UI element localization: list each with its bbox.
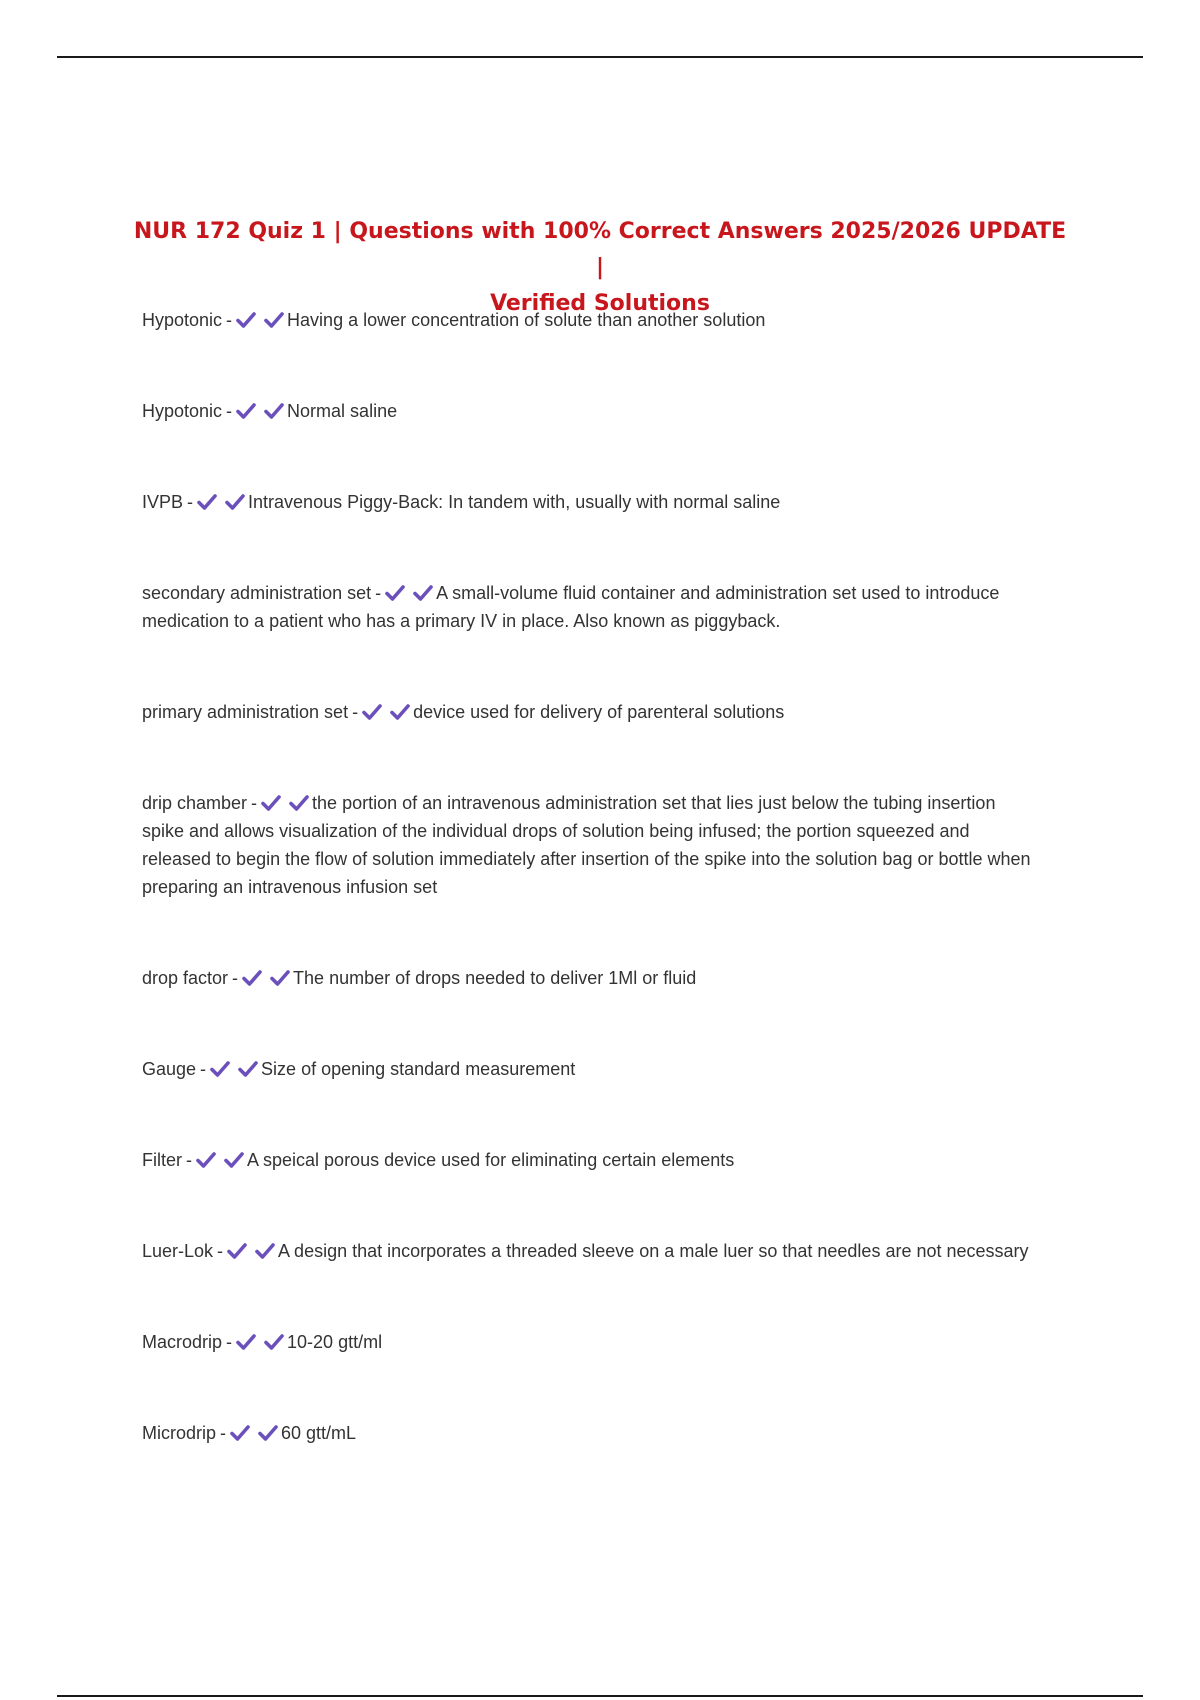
- checkmark-icon: [264, 311, 284, 329]
- checkmark-icon: [224, 1151, 244, 1169]
- list-item: [142, 1328, 1042, 1356]
- definition: A design that incorporates a threaded sleeve on a male luer so that needles are not necessary: [278, 1241, 1029, 1261]
- term-separator: -: [187, 492, 194, 512]
- term: Macrodrip: [142, 1332, 223, 1352]
- term: Hypotonic: [142, 310, 223, 330]
- checkmark-icon: [413, 584, 433, 602]
- top-rule: [57, 56, 1143, 58]
- term-definition-list: [142, 306, 1042, 1510]
- checkmark-icon: [264, 1333, 284, 1351]
- term-separator: -: [200, 1059, 207, 1079]
- list-item: [142, 1419, 1042, 1447]
- checkmark-icon: [264, 402, 284, 420]
- checkmark-icon: [270, 969, 290, 987]
- checkmark-icon: [261, 794, 281, 812]
- definition: Intravenous Piggy-Back: In tandem with, usually with normal saline: [248, 492, 781, 512]
- definition: A speical porous device used for eliminating certain elements: [247, 1150, 735, 1170]
- term-separator: -: [186, 1150, 192, 1170]
- term: Luer-Lok: [142, 1241, 214, 1261]
- checkmark-icon: [242, 969, 262, 987]
- bottom-rule: [57, 1695, 1143, 1697]
- definition: Normal saline: [287, 401, 398, 421]
- list-item: [142, 488, 1042, 516]
- term-separator: -: [251, 793, 258, 813]
- checkmark-icon: [225, 493, 245, 511]
- list-item: [142, 306, 1042, 334]
- term: Gauge: [142, 1059, 197, 1079]
- definition: Size of opening standard measurement: [261, 1059, 576, 1079]
- checkmark-icon: [196, 1151, 216, 1169]
- term: drip chamber: [142, 793, 248, 813]
- definition: 10-20 gtt/ml: [287, 1332, 383, 1352]
- definition: Having a lower concentration of solute than another solution: [287, 310, 766, 330]
- definition: A small-volume fluid container and administration set used to introduce medication to a patient who has a primary IV in place. Also known as piggyback.: [142, 583, 1000, 631]
- checkmark-icon: [236, 1333, 256, 1351]
- term: Hypotonic: [142, 401, 223, 421]
- checkmark-icon: [227, 1242, 247, 1260]
- term-separator: -: [352, 702, 359, 722]
- list-item: [142, 1237, 1042, 1265]
- checkmark-icon: [385, 584, 405, 602]
- term-separator: -: [226, 1332, 233, 1352]
- list-item: [142, 964, 1042, 992]
- term-separator: -: [226, 310, 233, 330]
- title-line-1: NUR 172 Quiz 1 | Questions with 100% Correct Answers 2025/2026 UPDATE |: [133, 219, 1067, 280]
- list-item: [142, 1146, 1042, 1174]
- term-separator: -: [226, 401, 233, 421]
- term: IVPB: [142, 492, 184, 512]
- checkmark-icon: [362, 703, 382, 721]
- term: drop factor: [142, 968, 229, 988]
- term: Microdrip: [142, 1423, 217, 1443]
- list-item: [142, 789, 1042, 901]
- checkmark-icon: [390, 703, 410, 721]
- term-separator: -: [232, 968, 239, 988]
- definition: device used for delivery of parenteral solutions: [413, 702, 785, 722]
- term: Filter: [142, 1150, 182, 1170]
- definition: 60 gtt/mL: [281, 1423, 357, 1443]
- title-line-2: Verified Solutions: [490, 291, 710, 316]
- checkmark-icon: [255, 1242, 275, 1260]
- term-separator: -: [217, 1241, 224, 1261]
- checkmark-icon: [238, 1060, 258, 1078]
- list-item: [142, 1055, 1042, 1083]
- definition: the portion of an intravenous administration set that lies just below the tubing insertion spike and allows visualization of the individual drops of solution being infused; the portion squeezed and released to begin the flow of solution immediately after insertion of the spike into the solution bag or bottle when preparing an intravenous infusion set: [142, 793, 1031, 897]
- list-item: [142, 698, 1042, 726]
- list-item: [142, 579, 1042, 635]
- term: secondary administration set: [142, 583, 372, 603]
- checkmark-icon: [289, 794, 309, 812]
- term-separator: -: [220, 1423, 227, 1443]
- term-separator: -: [375, 583, 382, 603]
- term: primary administration set: [142, 702, 349, 722]
- definition: The number of drops needed to deliver 1Ml or fluid: [293, 968, 697, 988]
- checkmark-icon: [236, 311, 256, 329]
- checkmark-icon: [230, 1424, 250, 1442]
- checkmark-icon: [197, 493, 217, 511]
- checkmark-icon: [258, 1424, 278, 1442]
- checkmark-icon: [236, 402, 256, 420]
- list-item: [142, 397, 1042, 425]
- checkmark-icon: [210, 1060, 230, 1078]
